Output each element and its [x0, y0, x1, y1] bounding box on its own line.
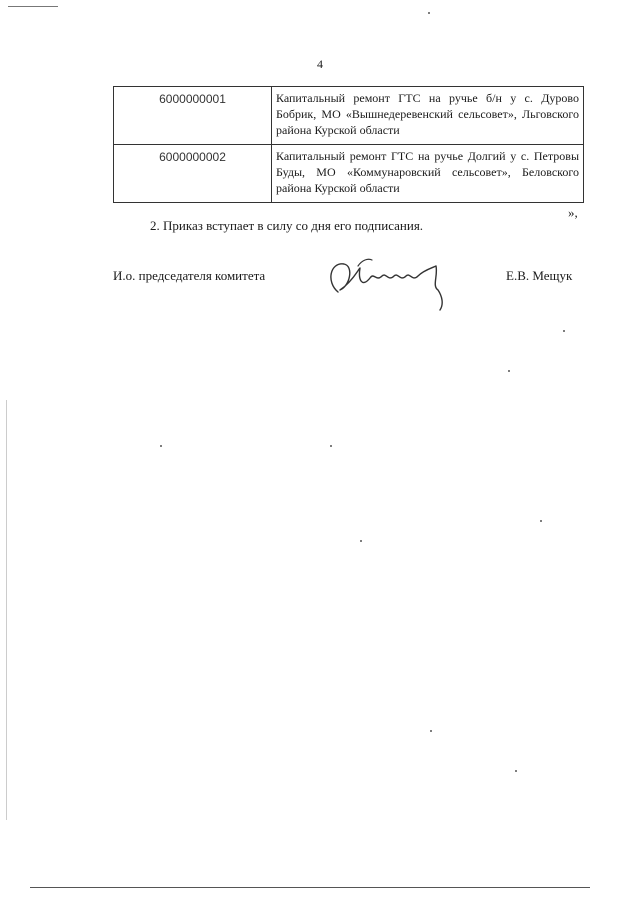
scan-speck	[540, 520, 542, 522]
table-row	[114, 145, 584, 203]
closing-quote: »,	[568, 205, 578, 220]
object-code: 6000000001	[114, 87, 272, 145]
scan-speck	[330, 445, 332, 447]
page-number: 4	[317, 57, 323, 71]
handwritten-signature	[320, 252, 470, 312]
signatory-name: Е.В. Мещук	[506, 268, 573, 283]
object-description: Капитальный ремонт ГТС на ручье Долгий у с. Петровы Буды, МО «Коммунаровский сельсовет», Беловского района Курской области	[272, 145, 584, 203]
scan-mark-top	[8, 6, 58, 7]
object-code: 6000000002	[114, 145, 272, 203]
scan-speck	[360, 540, 362, 542]
scan-mark-left	[6, 400, 7, 820]
paragraph-effective-date: 2. Приказ вступает в силу со дня его подписания.	[150, 218, 424, 233]
scan-speck	[428, 12, 430, 14]
objects-table	[113, 86, 584, 203]
scan-speck	[160, 445, 162, 447]
scan-speck	[430, 730, 432, 732]
signatory-title: И.о. председателя комитета	[113, 268, 266, 283]
table-row	[114, 87, 584, 145]
scan-speck	[515, 770, 517, 772]
scan-speck	[563, 330, 565, 332]
scan-speck	[508, 370, 510, 372]
scan-mark-bottom	[30, 887, 590, 888]
object-description: Капитальный ремонт ГТС на ручье б/н у с. Дурово Бобрик, МО «Вышнедеревенский сельсовет», Льговского района Курской области	[272, 87, 584, 145]
